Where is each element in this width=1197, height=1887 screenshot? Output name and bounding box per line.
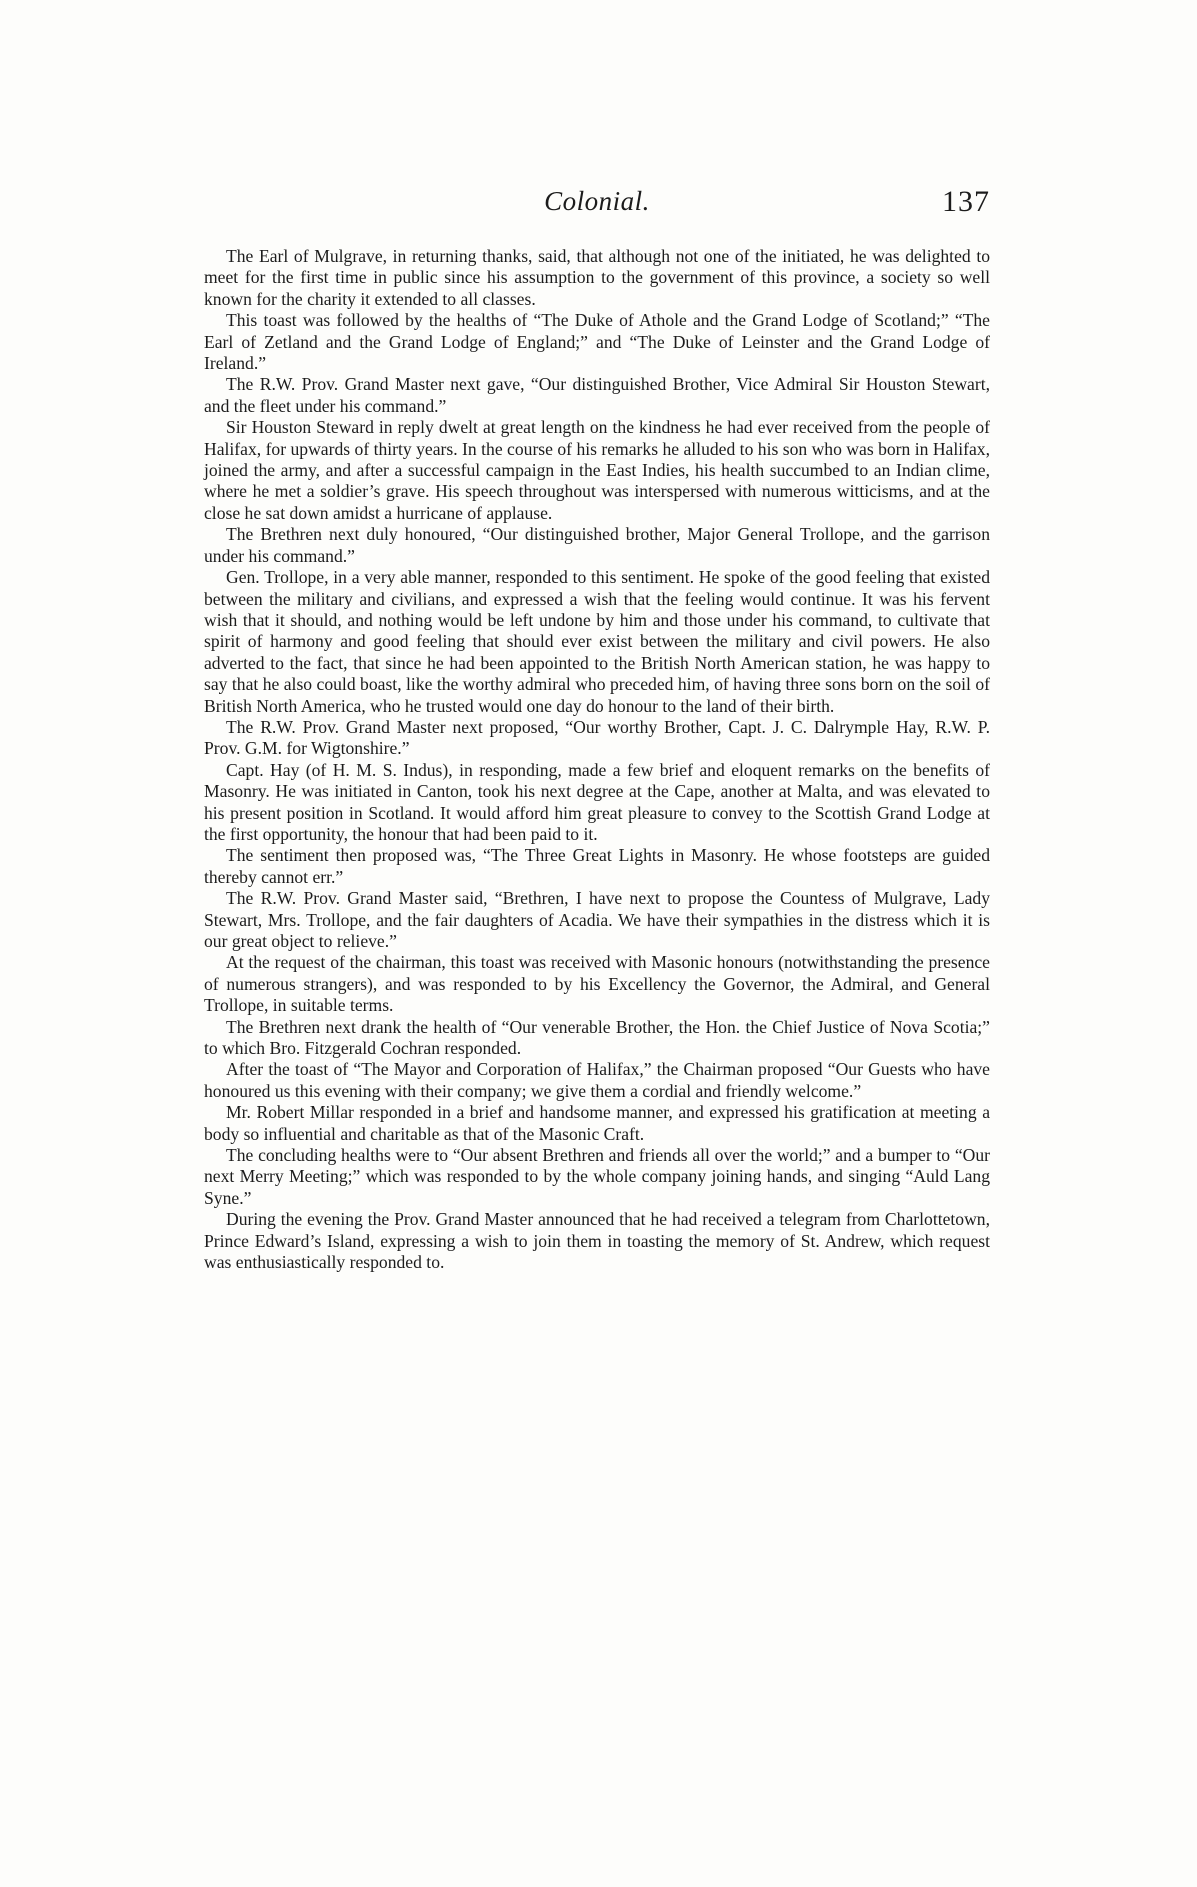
paragraph: The R.W. Prov. Grand Master next proposed, “Our worthy Brother, Capt. J. C. Dalrymple Hay, R.W. P. Prov. G.M. for Wigtonshire.” <box>204 716 990 759</box>
paragraph: This toast was followed by the healths of “The Duke of Athole and the Grand Lodge of Scotland;” “The Earl of Zetland and the Grand Lodge of England;” and “The Duke of Leinster and the Grand Lodge of Ireland.” <box>204 310 990 374</box>
paragraph: After the toast of “The Mayor and Corporation of Halifax,” the Chairman proposed “Our Guests who have honoured us this evening with their company; we give them a cordial and friendly welcome.” <box>204 1059 990 1101</box>
paragraph: Gen. Trollope, in a very able manner, responded to this sentiment. He spoke of the good feeling that existed between the military and civilians, and expressed a wish that the feeling would continue. It was his fervent wish that it should, and nothing would be left undone by him and those under his command, to cultivate that spirit of harmony and good feeling that should ever exist between the military and civil powers. He also adverted to the fact, that since he had been appointed to the British North American station, he was happy to say that he also could boast, like the worthy admiral who preceded him, of having three sons born on the soil of British North America, who he trusted would one day do honour to the land of their birth. <box>204 567 990 716</box>
paragraph: Capt. Hay (of H. M. S. Indus), in responding, made a few brief and eloquent remarks on the benefits of Masonry. He was initiated in Canton, took his next degree at the Cape, another at Malta, and was elevated to his present position in Scotland. It would afford him great pleasure to convey to the Scottish Grand Lodge at the first opportunity, the honour that had been paid to it. <box>204 759 990 844</box>
paragraph: The R.W. Prov. Grand Master next gave, “Our distinguished Brother, Vice Admiral Sir Houston Stewart, and the fleet under his command.” <box>204 374 990 416</box>
article-body <box>204 246 990 1274</box>
paragraph: The Brethren next drank the health of “Our venerable Brother, the Hon. the Chief Justice of Nova Scotia;” to which Bro. Fitzgerald Cochran responded. <box>204 1016 990 1059</box>
paragraph: The Brethren next duly honoured, “Our distinguished brother, Major General Trollope, and the garrison under his command.” <box>204 524 990 566</box>
paragraph: Sir Houston Steward in reply dwelt at great length on the kindness he had ever received from the people of Halifax, for upwards of thirty years. In the course of his remarks he alluded to his son who was born in Halifax, joined the army, and after a successful campaign in the East Indies, his health succumbed to an Indian clime, where he met a soldier’s grave. His speech throughout was interspersed with numerous witticisms, and at the close he sat down amidst a hurricane of applause. <box>204 417 990 523</box>
paragraph: At the request of the chairman, this toast was received with Masonic honours (notwithstanding the presence of numerous strangers), and was responded to by his Excellency the Governor, the Admiral, and General Trollope, in suitable terms. <box>204 952 990 1016</box>
page-number: 137 <box>942 185 990 218</box>
paragraph: The R.W. Prov. Grand Master said, “Brethren, I have next to propose the Countess of Mulgrave, Lady Stewart, Mrs. Trollope, and the fair daughters of Acadia. We have their sympathies in the distress which it is our great object to relieve.” <box>204 888 990 951</box>
running-head <box>204 186 990 226</box>
paragraph: During the evening the Prov. Grand Master announced that he had received a telegram from Charlottetown, Prince Edward’s Island, expressing a wish to join them in toasting the memory of St. Andrew, which request was enthusiastically responded to. <box>204 1209 990 1273</box>
paragraph: Mr. Robert Millar responded in a brief and handsome manner, and expressed his gratification at meeting a body so influential and charitable as that of the Masonic Craft. <box>204 1102 990 1144</box>
paragraph: The sentiment then proposed was, “The Three Great Lights in Masonry. He whose footsteps are guided thereby cannot err.” <box>204 845 990 887</box>
running-title: Colonial. <box>544 186 650 216</box>
paragraph: The concluding healths were to “Our absent Brethren and friends all over the world;” and a bumper to “Our next Merry Meeting;” which was responded to by the whole company joining hands, and singing “Auld Lang Syne.” <box>204 1145 990 1208</box>
paragraph: The Earl of Mulgrave, in returning thanks, said, that although not one of the initiated, he was delighted to meet for the first time in public since his assumption to the government of this province, a society so well known for the charity it extended to all classes. <box>204 246 990 309</box>
